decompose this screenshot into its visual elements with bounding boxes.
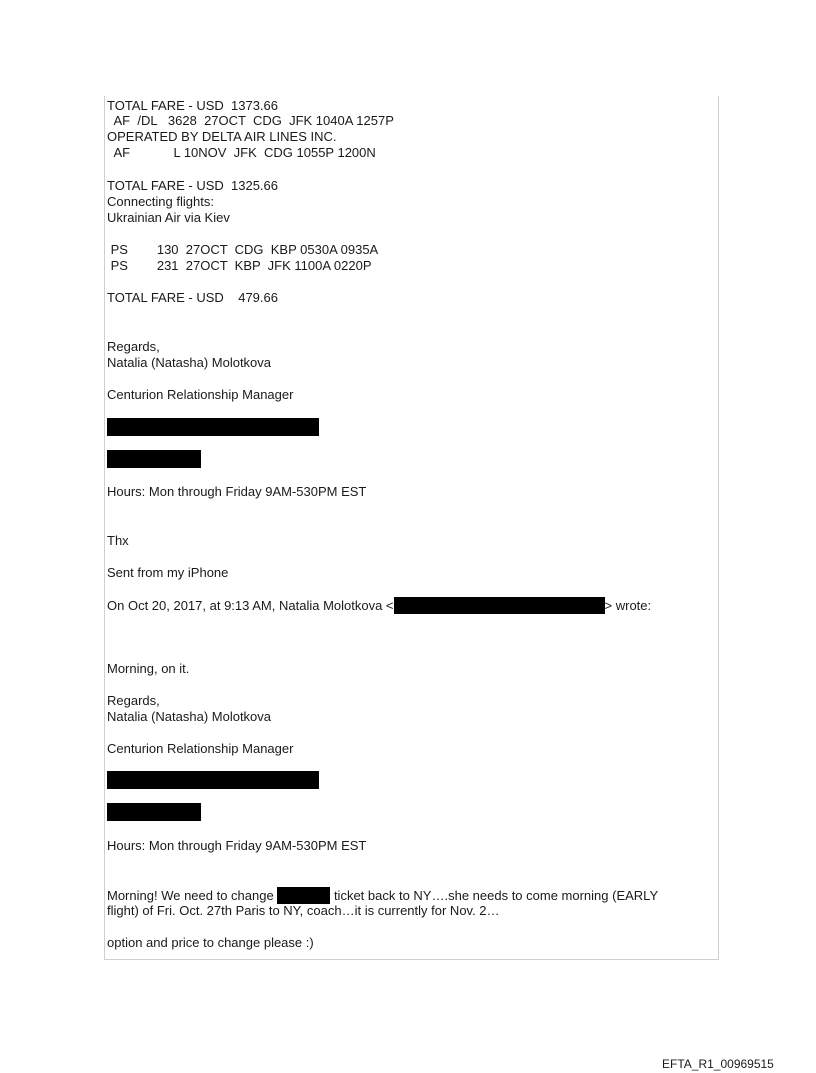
signature-regards: Regards, <box>107 339 160 354</box>
reply-header-suffix: > wrote: <box>604 598 652 613</box>
text-line: Connecting flights: <box>107 194 214 209</box>
message-line: flight) of Fri. Oct. 27th Paris to NY, coach…it is currently for Nov. 2… <box>107 903 500 918</box>
fare-total-line: TOTAL FARE - USD 1373.66 <box>107 98 278 113</box>
redaction-block <box>107 450 201 468</box>
signature-name: Natalia (Natasha) Molotkova <box>107 709 272 724</box>
flight-line: AF /DL 3628 27OCT CDG JFK 1040A 1257P <box>107 113 394 128</box>
hours-line: Hours: Mon through Friday 9AM-530PM EST <box>107 838 367 853</box>
operator-line: OPERATED BY DELTA AIR LINES INC. <box>107 129 337 144</box>
redaction-block <box>107 418 319 436</box>
message-part: ticket back to NY….she needs to come morning (EARLY <box>330 888 659 903</box>
reply-header-line <box>107 597 651 614</box>
signature-regards: Regards, <box>107 693 160 708</box>
flight-line: AF L 10NOV JFK CDG 1055P 1200N <box>107 145 376 160</box>
flight-line: PS 231 27OCT KBP JFK 1100A 0220P <box>107 258 372 273</box>
message-line: option and price to change please :) <box>107 935 314 950</box>
document-id: EFTA_R1_00969515 <box>662 1057 774 1071</box>
signature-name: Natalia (Natasha) Molotkova <box>107 355 272 370</box>
hours-line: Hours: Mon through Friday 9AM-530PM EST <box>107 484 367 499</box>
message-part: Morning! We need to change <box>107 888 278 903</box>
text-line: Ukrainian Air via Kiev <box>107 210 230 225</box>
fare-total-line: TOTAL FARE - USD 479.66 <box>107 290 278 305</box>
text-line: Morning, on it. <box>107 661 190 676</box>
redacted-name <box>277 887 330 904</box>
fare-total-line: TOTAL FARE - USD 1325.66 <box>107 178 278 193</box>
text-line: Thx <box>107 533 129 548</box>
signature-title: Centurion Relationship Manager <box>107 741 294 756</box>
redaction-block <box>107 771 319 789</box>
signature-title: Centurion Relationship Manager <box>107 387 294 402</box>
reply-header-prefix: On Oct 20, 2017, at 9:13 AM, Natalia Molotkova < <box>107 598 394 613</box>
redacted-email <box>394 597 605 614</box>
redaction-block <box>107 803 201 821</box>
message-line <box>107 887 658 904</box>
text-line: Sent from my iPhone <box>107 565 229 580</box>
flight-line: PS 130 27OCT CDG KBP 0530A 0935A <box>107 242 379 257</box>
email-body-frame <box>104 96 719 960</box>
